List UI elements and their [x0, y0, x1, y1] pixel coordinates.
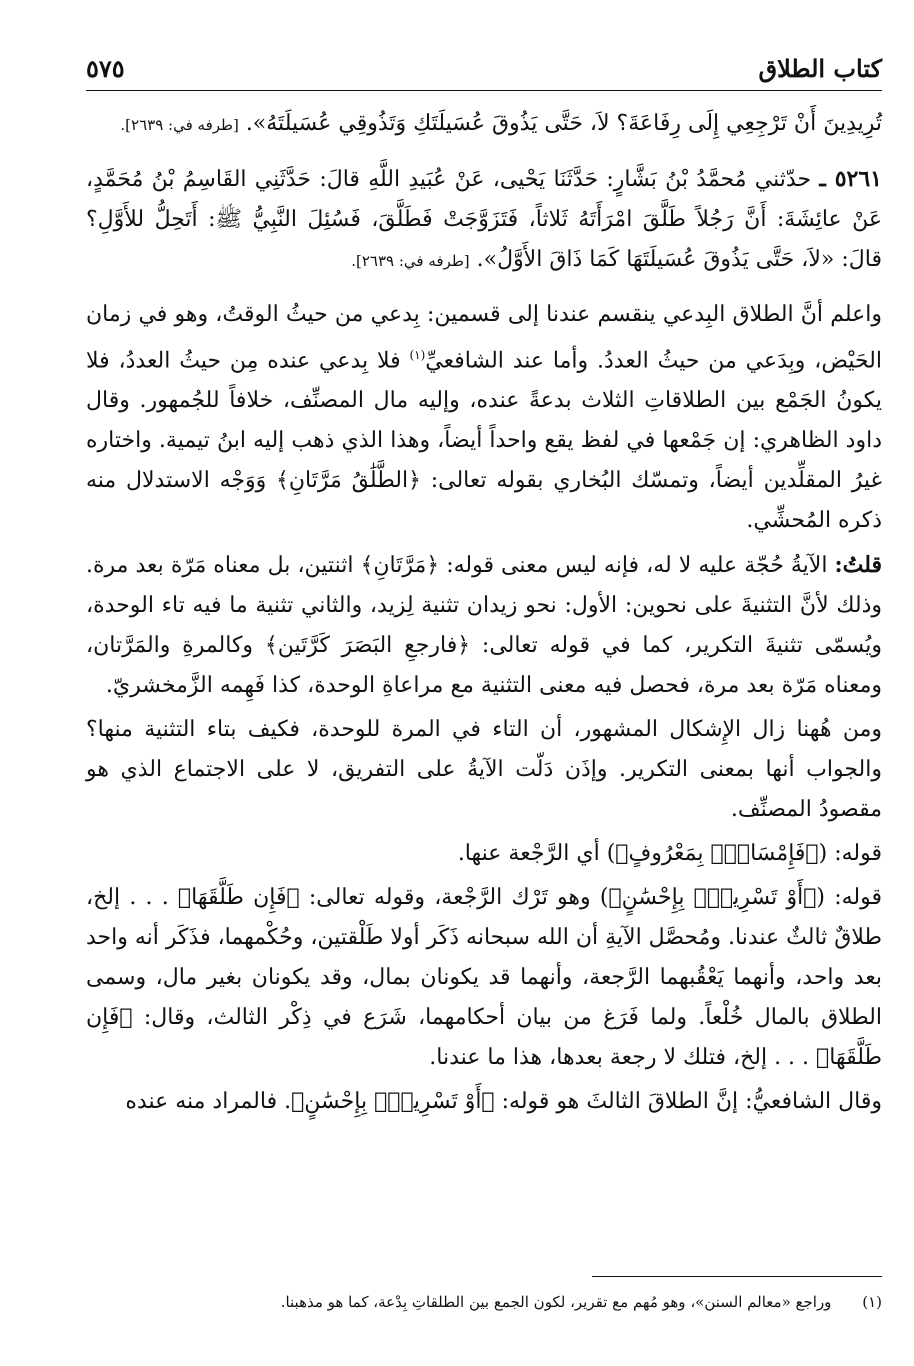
footnote [86, 1290, 882, 1314]
commentary-paragraph [86, 1082, 882, 1122]
page-number: ٥٧٥ [86, 54, 125, 83]
commentary-text-cont: فلا بِدعي عنده مِن حيثُ العددُ، فلا يكونُ الجَمْع بين الطلاقاتِ الثلاث بدعةً عنده، وإليه مال المصنِّف، خلافاً للجُمهور. وقال داود الظاهري: إن جَمْعها في لفظ يقع واحداً أيضاً، وهذا الذي ذهب إليه ابنُ تيمية. واختاره غيرُ المقلِّدين أيضاً، وتمسّك البُخاري بقوله تعالى: ﴿الطَّلَٰقُ مَرَّتَانِ﴾ وَوَجْه الاستدلال منه ذكره المُحشِّي. [86, 348, 882, 534]
commentary-text: قوله: (﴿فَإِمْسَاكُۢ بِمَعْرُوفٍ﴾) أي الرَّجْعة عنها. [457, 841, 882, 867]
commentary-paragraph [86, 710, 882, 830]
hadith-5261 [86, 159, 882, 281]
footnote-text: وراجع «معالم السنن»، وهو مُهم مع تقرير، لكون الجمع بين الطلقاتِ بِدْعة، كما هو مذهبنا. [280, 1293, 832, 1311]
paragraph-lead: قلتُ: [834, 552, 882, 579]
commentary-text: الآيةُ حُجّة عليه لا له، فإنه ليس معنى قوله: ﴿مَرَّتَانِ﴾ اثنتين، بل معناه مَرّة بعد مرة. وذلك لأنَّ التثنيةَ على نحوين: الأول: نحو زيدان تثنية لِزيد، والثاني تثنية ما فيه تاء الوحدة، ويُسمّى تثنيةَ التكرير، كما في قوله تعالى: ﴿فارجعِ البَصَرَ كَرَّتَين﴾ وكالمرةِ والمَرَّتان، ومعناه مَرّة بعد مرة، فحصل فيه معنى التثنية مع مراعاةِ الوحدة، كذا فَهِمه الزَّمخشريّ. [86, 553, 882, 699]
hadith-number: ٥٢٦١ ـ [819, 166, 882, 192]
footnote-marker: (١) [409, 348, 426, 362]
commentary-text: قوله: (﴿أَوْ تَسْرِيحُۢ بِإِحْسَٰنٍ﴾) وهو تَرْك الرَّجْعة، وقوله تعالى: ﴿فَإِن طَلَّقَهَا﴾ . . . إلخ، طلاقٌ ثالثٌ عندنا. ومُحصَّل الآيةِ أن الله سبحانه ذَكَر أولا طَلْقتين، وحُكْمهما، فذَكَر أنه واحد بعد واحد، وأنهما يَعْقُبهما الرَّجعة، وأنهما قد يكونان بمال، وقد يكونان بغير مال، وسمى الطلاق بالمال خُلْعاً. ولما فَرَغ من بيان أحكامهما، شَرَع في ذِكْر الثالث، وقال: ﴿فَإِن طَلَّقَهَا﴾ . . . إلخ، فتلك لا رجعة بعدها، هذا ما عندنا. [86, 885, 882, 1071]
page-header [86, 50, 882, 90]
hadith-text: تُرِيدِينَ أَنْ تَرْجِعِي إِلَى رِفَاعَةَ؟ لاَ، حَتَّى يَذُوقَ عُسَيلَتَكِ وَتَذُوقِي عُسَيلَتَهُ». [245, 111, 882, 136]
commentary-text: واعلم أنَّ الطلاق البِدعي ينقسم عندنا إلى قسمين: بِدعي من حيثُ الوقتُ، وهو في زمان الحَيْض، وبِدَعي من حيثُ العددُ. وأما عند الشافعيِّ [86, 302, 882, 374]
running-title: كتاب الطلاق [758, 54, 882, 83]
main-text [86, 104, 882, 1126]
commentary-paragraph [86, 295, 882, 541]
hadith-text: حدّثني مُحمَّدُ بْنُ بَشَّارٍ: حَدَّثَنَا يَحْيى، عَنْ عُبَيدِ اللَّهِ قالَ: حَدَّثَنِي القَاسِمُ بْنُ مُحَمَّدٍ، عَنْ عائِشَةَ: أَنَّ رَجُلاً طَلَّقَ امْرَأَتَهُ ثَلاثاً، فَتَزَوَّجَتْ فَطَلَّقَ، فَسُئِلَ النَّبِيُّ ﷺ: أَتَحِلُّ للأَوَّلِ؟ قالَ: «لاَ، حَتَّى يَذُوقَ عُسَيلَتَهَا كَمَا ذَاقَ الأَوَّلُ». [86, 167, 882, 272]
cross-reference: [طرفه في: ٢٦٣٩]. [351, 252, 470, 270]
footnote-rule [592, 1276, 882, 1277]
footnote-number: (١) [862, 1293, 882, 1311]
cross-reference: [طرفه في: ٢٦٣٩]. [120, 116, 239, 134]
commentary-text: ومن هُهنا زال الإِشكال المشهور، أن التاء في المرة للوحدة، فكيف بتاء التثنية منها؟ والجواب أنها بمعنى التكرير. وإذَن دَلّت الآيةُ على التفريق، لا على الاجتماع الذي هو مقصودُ المصنِّف. [86, 717, 882, 823]
commentary-paragraph [86, 878, 882, 1078]
header-rule [86, 90, 882, 91]
commentary-text: وقال الشافعيُّ: إنَّ الطلاقَ الثالثَ هو قوله: ﴿أَوْ تَسْرِيحُۢ بِإِحْسَٰنٍ﴾. فالمراد منه عنده [125, 1089, 882, 1115]
commentary-paragraph [86, 545, 882, 706]
hadith-continuation [86, 104, 882, 145]
commentary-paragraph [86, 834, 882, 874]
